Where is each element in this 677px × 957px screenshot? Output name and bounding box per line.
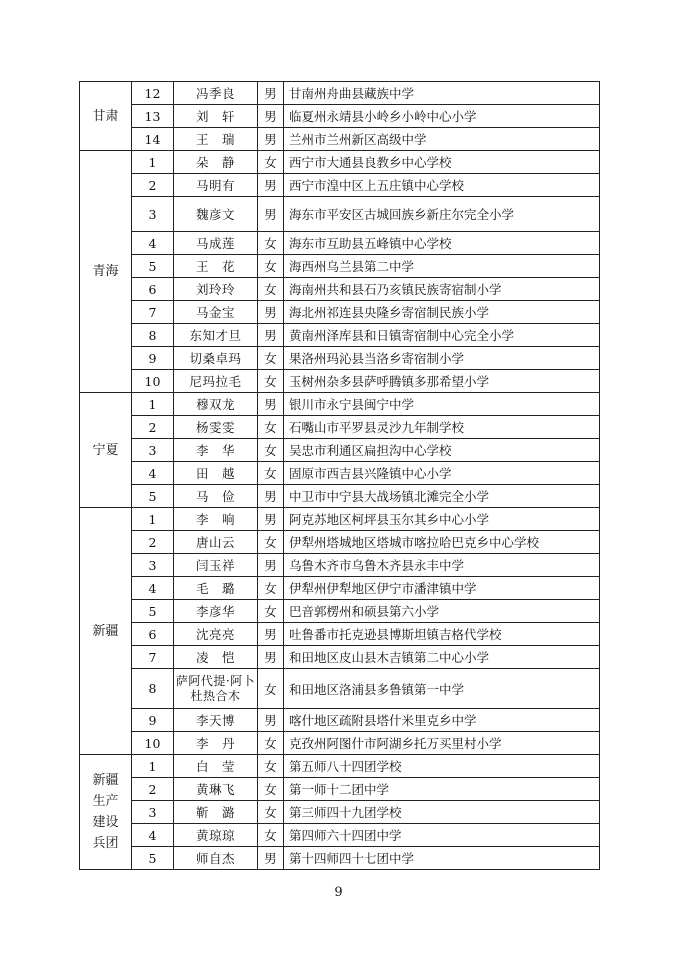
table-row	[80, 347, 600, 370]
index-cell: 1	[132, 755, 174, 778]
school-cell: 临夏州永靖县小岭乡小岭中心小学	[284, 105, 600, 128]
gender-cell: 女	[258, 531, 284, 554]
index-cell: 4	[132, 824, 174, 847]
index-cell: 5	[132, 847, 174, 870]
table-row	[80, 324, 600, 347]
school-cell: 海东市互助县五峰镇中心学校	[284, 232, 600, 255]
gender-cell: 男	[258, 485, 284, 508]
gender-cell: 男	[258, 197, 284, 232]
table-row	[80, 709, 600, 732]
gender-cell: 女	[258, 732, 284, 755]
gender-cell: 男	[258, 174, 284, 197]
name-cell: 李 华	[174, 439, 258, 462]
table-row	[80, 778, 600, 801]
name-cell: 沈亮亮	[174, 623, 258, 646]
table-row	[80, 824, 600, 847]
region-cell: 宁夏	[80, 393, 132, 508]
gender-cell: 女	[258, 801, 284, 824]
name-cell: 白 莹	[174, 755, 258, 778]
name-cell: 冯季良	[174, 82, 258, 105]
gender-cell: 女	[258, 232, 284, 255]
school-cell: 海西州乌兰县第二中学	[284, 255, 600, 278]
index-cell: 6	[132, 623, 174, 646]
gender-cell: 女	[258, 255, 284, 278]
table-row	[80, 393, 600, 416]
index-cell: 2	[132, 778, 174, 801]
gender-cell: 男	[258, 847, 284, 870]
gender-cell: 女	[258, 278, 284, 301]
gender-cell: 女	[258, 370, 284, 393]
table-row	[80, 278, 600, 301]
school-cell: 第五师八十四团学校	[284, 755, 600, 778]
name-cell: 闫玉祥	[174, 554, 258, 577]
school-cell: 第四师六十四团中学	[284, 824, 600, 847]
school-cell: 第三师四十九团学校	[284, 801, 600, 824]
table-row	[80, 847, 600, 870]
gender-cell: 女	[258, 755, 284, 778]
index-cell: 1	[132, 393, 174, 416]
school-cell: 伊犁州伊犁地区伊宁市潘津镇中学	[284, 577, 600, 600]
name-cell: 萨阿代提·阿卜杜热合木	[174, 669, 258, 709]
index-cell: 1	[132, 151, 174, 174]
school-cell: 吐鲁番市托克逊县博斯坦镇吉格代学校	[284, 623, 600, 646]
region-cell: 青海	[80, 151, 132, 393]
school-cell: 喀什地区疏附县塔什米里克乡中学	[284, 709, 600, 732]
index-cell: 8	[132, 669, 174, 709]
index-cell: 10	[132, 370, 174, 393]
gender-cell: 男	[258, 301, 284, 324]
school-cell: 第一师十二团中学	[284, 778, 600, 801]
name-cell: 马 俭	[174, 485, 258, 508]
name-cell: 朵 静	[174, 151, 258, 174]
table-row	[80, 531, 600, 554]
index-cell: 6	[132, 278, 174, 301]
region-cell: 新疆生产建设兵团	[80, 755, 132, 870]
index-cell: 10	[132, 732, 174, 755]
gender-cell: 女	[258, 577, 284, 600]
region-cell: 新疆	[80, 508, 132, 755]
school-cell: 第十四师四十七团中学	[284, 847, 600, 870]
gender-cell: 女	[258, 669, 284, 709]
index-cell: 5	[132, 255, 174, 278]
school-cell: 乌鲁木齐市乌鲁木齐县永丰中学	[284, 554, 600, 577]
gender-cell: 女	[258, 439, 284, 462]
page-number: 9	[334, 885, 343, 900]
index-cell: 12	[132, 82, 174, 105]
name-cell: 田 越	[174, 462, 258, 485]
gender-cell: 男	[258, 646, 284, 669]
gender-cell: 女	[258, 347, 284, 370]
table-row	[80, 600, 600, 623]
school-cell: 巴音郭楞州和硕县第六小学	[284, 600, 600, 623]
index-cell: 3	[132, 197, 174, 232]
school-cell: 和田地区洛浦县多鲁镇第一中学	[284, 669, 600, 709]
gender-cell: 女	[258, 462, 284, 485]
name-cell: 尼玛拉毛	[174, 370, 258, 393]
school-cell: 西宁市大通县良教乡中心学校	[284, 151, 600, 174]
gender-cell: 女	[258, 151, 284, 174]
name-cell: 刘玲玲	[174, 278, 258, 301]
table-row	[80, 462, 600, 485]
school-cell: 甘南州舟曲县藏族中学	[284, 82, 600, 105]
name-cell: 靳 潞	[174, 801, 258, 824]
name-cell: 唐山云	[174, 531, 258, 554]
gender-cell: 男	[258, 105, 284, 128]
gender-cell: 男	[258, 508, 284, 531]
index-cell: 9	[132, 347, 174, 370]
table-row	[80, 755, 600, 778]
table-row	[80, 128, 600, 151]
index-cell: 13	[132, 105, 174, 128]
school-cell: 吴忠市利通区扁担沟中心学校	[284, 439, 600, 462]
table-row	[80, 623, 600, 646]
table-row	[80, 485, 600, 508]
school-cell: 中卫市中宁县大战场镇北滩完全小学	[284, 485, 600, 508]
name-cell: 马成莲	[174, 232, 258, 255]
school-cell: 黄南州泽库县和日镇寄宿制中心完全小学	[284, 324, 600, 347]
gender-cell: 男	[258, 393, 284, 416]
name-cell: 李 丹	[174, 732, 258, 755]
school-cell: 海南州共和县石乃亥镇民族寄宿制小学	[284, 278, 600, 301]
name-cell: 凌 恺	[174, 646, 258, 669]
index-cell: 1	[132, 508, 174, 531]
index-cell: 4	[132, 232, 174, 255]
index-cell: 8	[132, 324, 174, 347]
index-cell: 4	[132, 577, 174, 600]
gender-cell: 男	[258, 324, 284, 347]
gender-cell: 男	[258, 554, 284, 577]
table-row	[80, 174, 600, 197]
index-cell: 9	[132, 709, 174, 732]
table-row	[80, 669, 600, 709]
table-row	[80, 255, 600, 278]
name-cell: 师自杰	[174, 847, 258, 870]
school-cell: 海北州祁连县央隆乡寄宿制民族小学	[284, 301, 600, 324]
gender-cell: 女	[258, 416, 284, 439]
table-row	[80, 301, 600, 324]
index-cell: 14	[132, 128, 174, 151]
table-row	[80, 197, 600, 232]
gender-cell: 男	[258, 623, 284, 646]
name-cell: 穆双龙	[174, 393, 258, 416]
school-cell: 阿克苏地区柯坪县玉尔其乡中心小学	[284, 508, 600, 531]
school-cell: 兰州市兰州新区高级中学	[284, 128, 600, 151]
table-row	[80, 646, 600, 669]
index-cell: 2	[132, 416, 174, 439]
region-cell: 甘肃	[80, 82, 132, 151]
school-cell: 海东市平安区古城回族乡新庄尔完全小学	[284, 197, 600, 232]
table-row	[80, 732, 600, 755]
name-cell: 黄琳飞	[174, 778, 258, 801]
school-cell: 西宁市湟中区上五庄镇中心学校	[284, 174, 600, 197]
table-row	[80, 82, 600, 105]
index-cell: 2	[132, 174, 174, 197]
school-cell: 果洛州玛沁县当洛乡寄宿制小学	[284, 347, 600, 370]
table-row	[80, 554, 600, 577]
index-cell: 2	[132, 531, 174, 554]
index-cell: 5	[132, 485, 174, 508]
name-cell: 马明有	[174, 174, 258, 197]
school-cell: 银川市永宁县闽宁中学	[284, 393, 600, 416]
table-row	[80, 370, 600, 393]
school-cell: 固原市西吉县兴隆镇中心小学	[284, 462, 600, 485]
index-cell: 3	[132, 801, 174, 824]
name-cell: 王 瑞	[174, 128, 258, 151]
table-row	[80, 151, 600, 174]
gender-cell: 男	[258, 82, 284, 105]
name-cell: 王 花	[174, 255, 258, 278]
name-cell: 切桑卓玛	[174, 347, 258, 370]
name-cell: 刘 轩	[174, 105, 258, 128]
name-cell: 黄琼琼	[174, 824, 258, 847]
gender-cell: 男	[258, 128, 284, 151]
table-row	[80, 105, 600, 128]
school-cell: 玉树州杂多县萨呼腾镇多那希望小学	[284, 370, 600, 393]
school-cell: 克孜州阿图什市阿湖乡托万买里村小学	[284, 732, 600, 755]
school-cell: 伊犁州塔城地区塔城市喀拉哈巴克乡中心学校	[284, 531, 600, 554]
school-cell: 石嘴山市平罗县灵沙九年制学校	[284, 416, 600, 439]
roster-body	[80, 82, 600, 870]
index-cell: 3	[132, 554, 174, 577]
index-cell: 4	[132, 462, 174, 485]
table-row	[80, 577, 600, 600]
index-cell: 7	[132, 301, 174, 324]
name-cell: 毛 璐	[174, 577, 258, 600]
teacher-roster-table	[79, 81, 600, 870]
table-row	[80, 416, 600, 439]
name-cell: 东知才旦	[174, 324, 258, 347]
gender-cell: 女	[258, 824, 284, 847]
index-cell: 7	[132, 646, 174, 669]
table-row	[80, 439, 600, 462]
name-cell: 李彦华	[174, 600, 258, 623]
table-row	[80, 801, 600, 824]
index-cell: 3	[132, 439, 174, 462]
gender-cell: 男	[258, 709, 284, 732]
school-cell: 和田地区皮山县木吉镇第二中心小学	[284, 646, 600, 669]
name-cell: 李天博	[174, 709, 258, 732]
gender-cell: 女	[258, 600, 284, 623]
table-row	[80, 508, 600, 531]
index-cell: 5	[132, 600, 174, 623]
name-cell: 李 响	[174, 508, 258, 531]
name-cell: 马金宝	[174, 301, 258, 324]
table-row	[80, 232, 600, 255]
name-cell: 魏彦文	[174, 197, 258, 232]
gender-cell: 女	[258, 778, 284, 801]
name-cell: 杨雯雯	[174, 416, 258, 439]
